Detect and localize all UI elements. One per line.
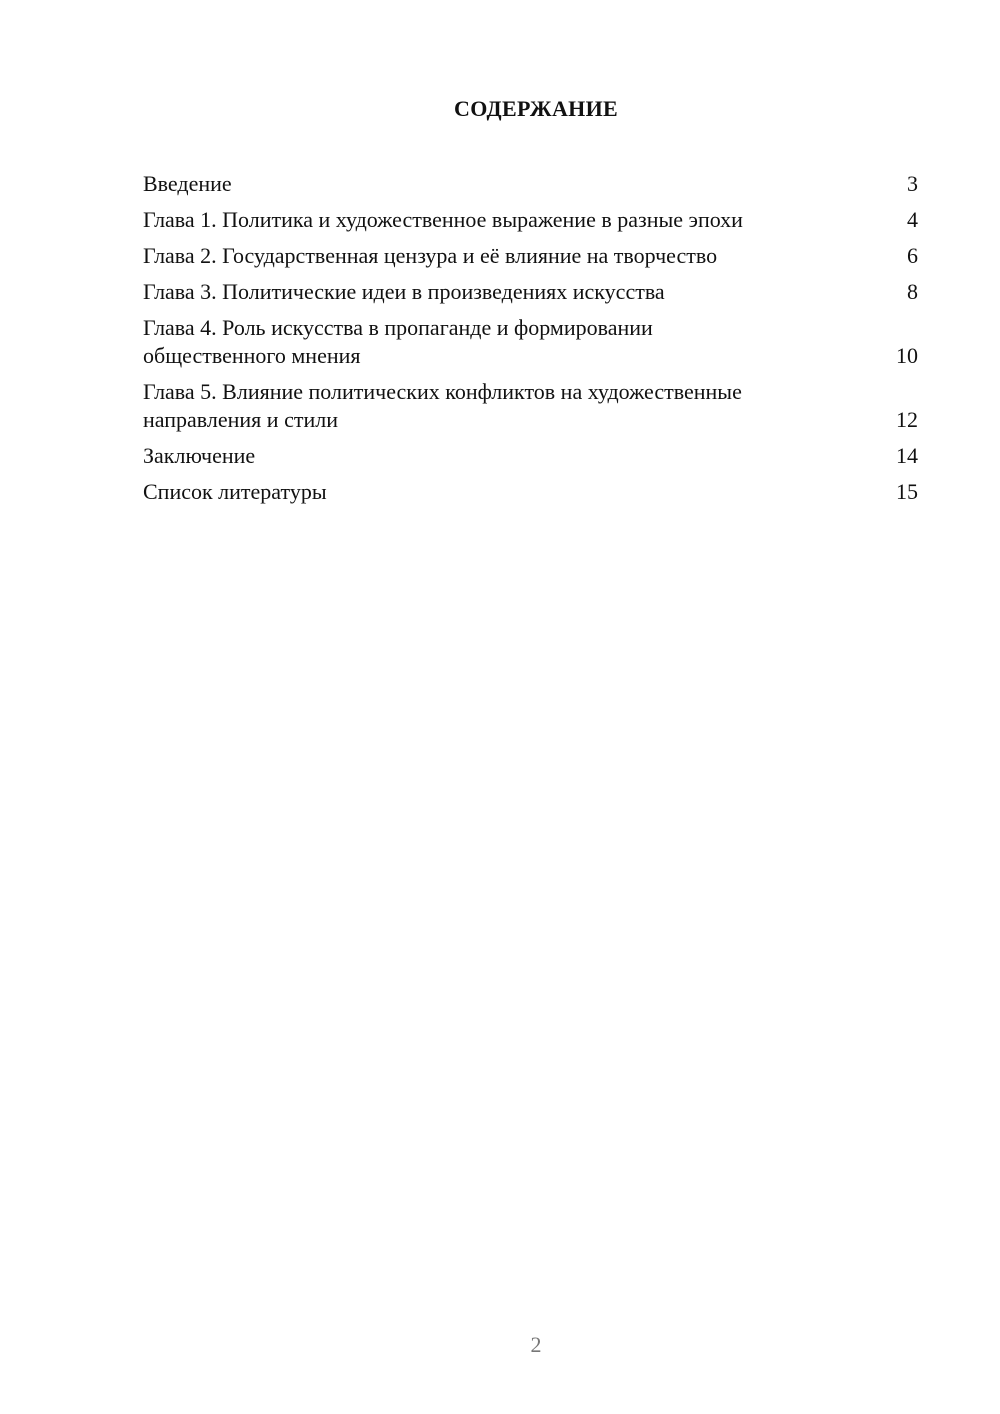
toc-entry-title: Глава 5. Влияние политических конфликтов на художественные направления и стили <box>143 379 742 432</box>
toc-entry-conclusion <box>143 442 918 470</box>
toc-entry-title: Список литературы <box>143 479 327 504</box>
toc-entry-page-number: 8 <box>907 279 918 304</box>
toc-entry-title: Глава 1. Политика и художественное выражение в разные эпохи <box>143 207 743 232</box>
toc-entry-title: Глава 2. Государственная цензура и её влияние на творчество <box>143 243 718 268</box>
toc-entry-page-number: 3 <box>907 171 918 196</box>
toc-entry-page-number: 10 <box>896 343 918 368</box>
toc-entry-title: Введение <box>143 171 232 196</box>
page-title: СОДЕРЖАНИЕ <box>454 96 618 121</box>
toc-entry-references <box>143 478 918 506</box>
toc-entry-chapter-3 <box>143 278 918 306</box>
toc-entry-title: Глава 3. Политические идеи в произведениях искусства <box>143 279 665 304</box>
toc-entry-title: Заключение <box>143 443 256 468</box>
toc-entry-title: Глава 4. Роль искусства в пропаганде и формировании общественного мнения <box>143 315 653 368</box>
toc-entry-chapter-5 <box>143 378 918 434</box>
table-of-contents <box>143 170 918 514</box>
page-number: 2 <box>530 1332 542 1357</box>
toc-entry-page-number: 4 <box>907 207 918 232</box>
toc-entry-page-number: 6 <box>907 243 918 268</box>
toc-entry-chapter-2 <box>143 242 918 270</box>
toc-entry-chapter-4 <box>143 314 918 370</box>
toc-entry-page-number: 14 <box>896 443 918 468</box>
toc-entry-chapter-1 <box>143 206 918 234</box>
toc-entry-introduction <box>143 170 918 198</box>
toc-entry-page-number: 15 <box>896 479 918 504</box>
toc-entry-page-number: 12 <box>896 407 918 432</box>
